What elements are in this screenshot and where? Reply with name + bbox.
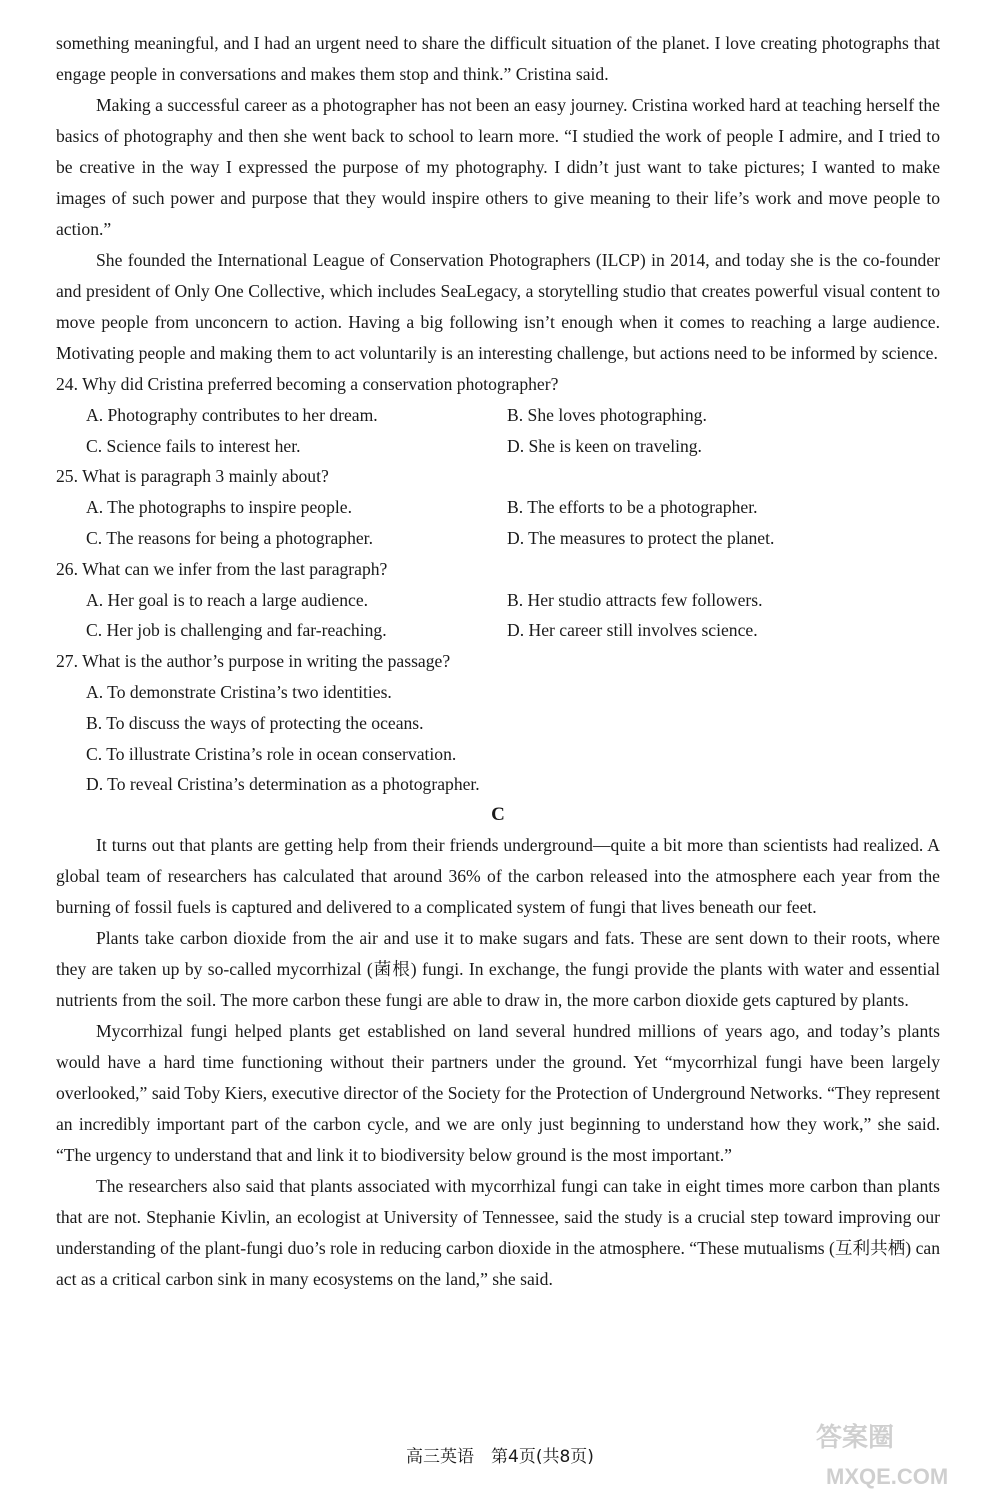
option-b: B. To discuss the ways of protecting the oceans. [86,712,424,733]
question-stem: 26. What can we infer from the last paragraph? [56,558,388,579]
option-d: D. To reveal Cristina’s determination as a photographer. [86,774,480,795]
section-c-paragraph-3: Mycorrhizal fungi helped plants get established on land several hundred millions of years ago, and today’s plants would have a hard time functioning without their partners under the ground. Yet “mycorrhizal fungi have been largely overlooked,” said Toby Kiers, executive director of the Society for the Protection of Underground Networks. “They represent an incredibly important part of the carbon cycle, and we are only just beginning to understand how they work,” she said. “The urgency to understand that and link it to biodiversity below ground is the most important.” [56,1021,940,1166]
option-b: B. Her studio attracts few followers. [507,589,763,610]
question-26 [56,554,940,646]
option-c: C. The reasons for being a photographer. [86,527,373,548]
question-25 [56,461,940,553]
question-27 [56,646,940,800]
question-24 [56,369,940,461]
exam-page [56,28,940,1295]
question-options [56,585,940,647]
option-b: B. The efforts to be a photographer. [507,497,758,518]
section-c-paragraph-4: The researchers also said that plants associated with mycorrhizal fungi can take in eight times more carbon than plants that are not. Stephanie Kivlin, an ecologist at University of Tennessee, said the study is a crucial step toward improving our understanding of the plant-fungi duo’s role in reducing carbon dioxide in the atmosphere. “These mutualisms (互利共栖) can act as a critical carbon sink in many ecosystems on the land,” she said. [56,1176,940,1290]
option-d: D. She is keen on traveling. [507,435,702,456]
question-options [56,400,940,462]
question-stem: 24. Why did Cristina preferred becoming a conservation photographer? [56,374,559,394]
option-a: A. The photographs to inspire people. [86,497,352,518]
option-c: C. To illustrate Cristina’s role in ocean conservation. [86,743,457,764]
passage-b-paragraph-3: She founded the International League of Conservation Photographers (ILCP) in 2014, and today she is the co-founder and president of Only One Collective, which includes SeaLegacy, a storytelling studio that creates powerful visual content to move people from unconcern to action. Having a big following isn’t enough when it comes to reaching a large audience. Motivating people and making them to act voluntarily is an interesting challenge, but actions need to be informed by science. [56,250,940,363]
watermark-cn: 答案圈 [816,1422,895,1452]
section-c-paragraph-2: Plants take carbon dioxide from the air and use it to make sugars and fats. These are sent down to their roots, where they are taken up by so-called mycorrhizal (菌根) fungi. In exchange, the fungi provide the plants with water and essential nutrients from the soil. The more carbon these fungi are able to draw in, the more carbon dioxide gets captured by plants. [56,928,940,1011]
passage-b-paragraph-2: Making a successful career as a photographer has not been an easy journey. Cristina worked hard at teaching herself the basics of photography and then she went back to school to learn more. “I studied the work of people I admire, and I tried to be creative in the way I expressed the purpose of my photography. I didn’t just want to take pictures; I wanted to make images of such power and purpose that they would inspire others to give meaning to their life’s work and move people to action.” [56,95,940,239]
section-c-title: C [491,804,505,826]
option-a: A. Photography contributes to her dream. [86,404,378,425]
page-footer: 高三英语 第4页(共8页) [406,1447,594,1467]
question-options [56,492,940,554]
option-a: A. To demonstrate Cristina’s two identities. [86,681,392,702]
question-stem: 27. What is the author’s purpose in writing the passage? [56,651,451,672]
watermark-logo [786,1406,986,1496]
question-stem: 25. What is paragraph 3 mainly about? [56,466,329,487]
question-options [56,677,940,800]
passage-b-paragraph-1-tail: something meaningful, and I had an urgent need to share the difficult situation of the planet. I love creating photographs that engage people in conversations and makes them stop and think.” Cristina said. [56,33,940,84]
option-b: B. She loves photographing. [507,404,707,425]
section-c-paragraph-1: It turns out that plants are getting help from their friends underground—quite a bit more than scientists had realized. A global team of researchers has calculated that around 36% of the carbon released into the atmosphere each year from the burning of fossil fuels is captured and delivered to a complicated system of fungi that lives beneath our feet. [56,835,940,918]
watermark-url: MXQE.COM [826,1464,949,1489]
option-c: C. Science fails to interest her. [86,435,301,456]
option-a: A. Her goal is to reach a large audience. [86,589,369,610]
option-d: D. Her career still involves science. [507,620,758,641]
option-c: C. Her job is challenging and far-reaching. [86,620,387,641]
option-d: D. The measures to protect the planet. [507,527,775,548]
